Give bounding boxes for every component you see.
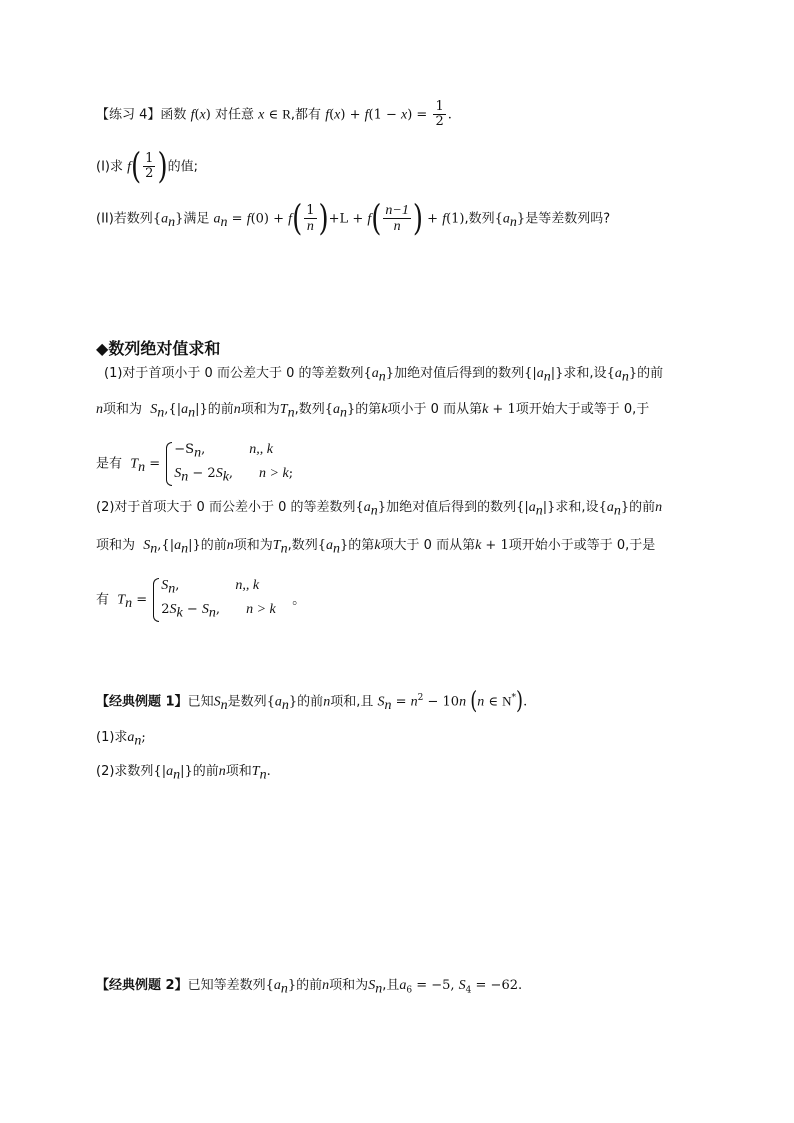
example-1-part-1: (1)求$a_n$; [96,730,146,749]
exercise-4-label: 【练习 4】 [96,107,161,123]
section-heading [96,339,220,358]
exercise-4-statement: 【练习 4】函数 f(x) 对任意 x ∈ R,都有 f(x) + f(1 − x) = $\frac{1}{2}$ . [96,99,452,130]
exercise-4-part-2: (II)若数列$\{a_n\}$满足 $a_n = f(0) + f$( $\frac{1}{n}$ )+L + f( $\frac{n-1}{n}$ ) + f(1),数列$\{a_n\}$是等差数列吗? [96,198,611,240]
formula-fx: f [190,107,195,123]
fraction-one-half: $\frac{1}{2}$ [435,99,444,130]
exercise-4-part-1: (I)求 f( $\frac{1}{2}$ )的值; [96,146,198,188]
piecewise-formula-2: $S_n$, n,, k $2S_k - S_n$, n > k [151,576,275,624]
item-2-line-1: (2)对于首项大于 0 而公差小于 0 的等差数列$\{a_n\}$加绝对值后得到的数列$\{|a_n|\}$求和,设$\{a_n\}$的前n [96,500,663,519]
item-1-line-1: (1)对于首项小于 0 而公差大于 0 的等差数列$\{a_n\}$加绝对值后得到的数列$\{|a_n|\}$求和,设$\{a_n\}$的前 [104,366,664,385]
diamond-icon: ◆ [96,339,109,358]
example-1-statement: 【经典例题 1】已知$S_n$是数列$\{a_n\}$的前n项和,且 $S_n = n^2 - 10n$ (n ∈ N*). [96,687,528,716]
section-title: 数列绝对值求和 [108,339,221,358]
item-1-formula: 是有 $T_n$ = $-S_n$, n,, k $S_n - 2S_k$, n > k; [96,440,293,488]
example-1-part-2: (2)求数列$\{|a_n|\}$的前n项和$T_n$. [96,764,271,783]
example-2-statement: 【经典例题 2】已知等差数列$\{a_n\}$的前n项和为$S_n$,且$a_6 = -5$, $S_4 = -62$. [96,978,523,997]
piecewise-formula-1: $-S_n$, n,, k $S_n - 2S_k$, n > k; [164,440,293,488]
item-2-formula: 有 $T_n$ = $S_n$, n,, k $2S_k - S_n$, n > k 。 [96,576,305,624]
item-2-line-2: 项和为 $S_n,\{|a_n|\}$的前n项和为$T_n$,数列$\{a_n\}$的第k项大于 0 而从第k + 1项开始小于或等于 0,于是 [96,538,656,557]
item-1-line-2: n项和为 $S_n,\{|a_n|\}$的前n项和为$T_n$,数列$\{a_n\}$的第k项小于 0 而从第k + 1项开始大于或等于 0,于 [96,402,650,421]
example-1-label: 【经典例题 1】 [96,694,188,710]
example-2-label: 【经典例题 2】 [96,978,188,993]
